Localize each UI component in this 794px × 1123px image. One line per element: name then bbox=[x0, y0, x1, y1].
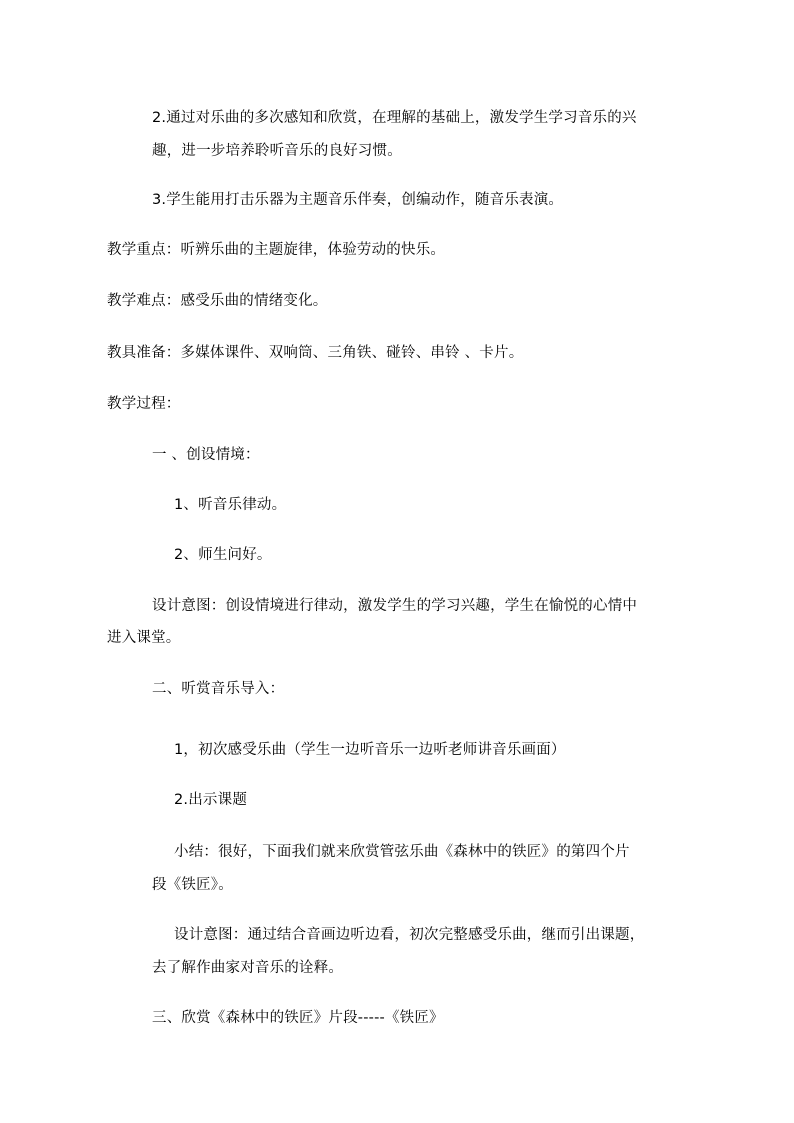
process-heading: 教学过程： bbox=[107, 396, 181, 412]
section-2-item-2: 2.出示课题 bbox=[174, 792, 248, 808]
goal-2-line-1: 2.通过对乐曲的多次感知和欣赏，在理解的基础上，激发学生学习音乐的兴 bbox=[152, 110, 637, 126]
section-2-intent-line-1: 设计意图：通过结合音画边听边看，初次完整感受乐曲，继而引出课题， bbox=[174, 927, 645, 943]
section-1-item-2: 2、师生问好。 bbox=[174, 547, 272, 563]
materials: 教具准备：多媒体课件、双响筒、三角铁、碰铃、串铃 、卡片。 bbox=[107, 345, 524, 361]
section-1-item-1: 1、听音乐律动。 bbox=[174, 497, 287, 513]
section-2-title: 二、听赏音乐导入： bbox=[152, 681, 285, 697]
goal-3: 3.学生能用打击乐器为主题音乐伴奏，创编动作，随音乐表演。 bbox=[152, 192, 564, 208]
section-1-intent-line-2: 进入课堂。 bbox=[107, 630, 181, 646]
section-3-title: 三、欣赏《森林中的铁匠》片段-----《铁匠》 bbox=[152, 1010, 444, 1026]
section-1-intent-line-1: 设计意图：创设情境进行律动，激发学生的学习兴趣，学生在愉悦的心情中 bbox=[152, 598, 638, 614]
section-1-title: 一 、创设情境： bbox=[152, 447, 260, 463]
section-2-item-1: 1，初次感受乐曲（学生一边听音乐一边听老师讲音乐画面） bbox=[174, 742, 566, 758]
key-point: 教学重点：听辨乐曲的主题旋律，体验劳动的快乐。 bbox=[107, 242, 446, 258]
goal-2-line-2: 趣，进一步培养聆听音乐的良好习惯。 bbox=[152, 143, 402, 159]
section-2-summary-line-2: 段《铁匠》。 bbox=[152, 877, 233, 893]
difficult-point: 教学难点：感受乐曲的情绪变化。 bbox=[107, 293, 328, 309]
section-2-summary-line-1: 小结：很好，下面我们就来欣赏管弦乐曲《森林中的铁匠》的第四个片 bbox=[174, 844, 630, 860]
section-2-intent-line-2: 去了解作曲家对音乐的诠释。 bbox=[152, 960, 344, 976]
